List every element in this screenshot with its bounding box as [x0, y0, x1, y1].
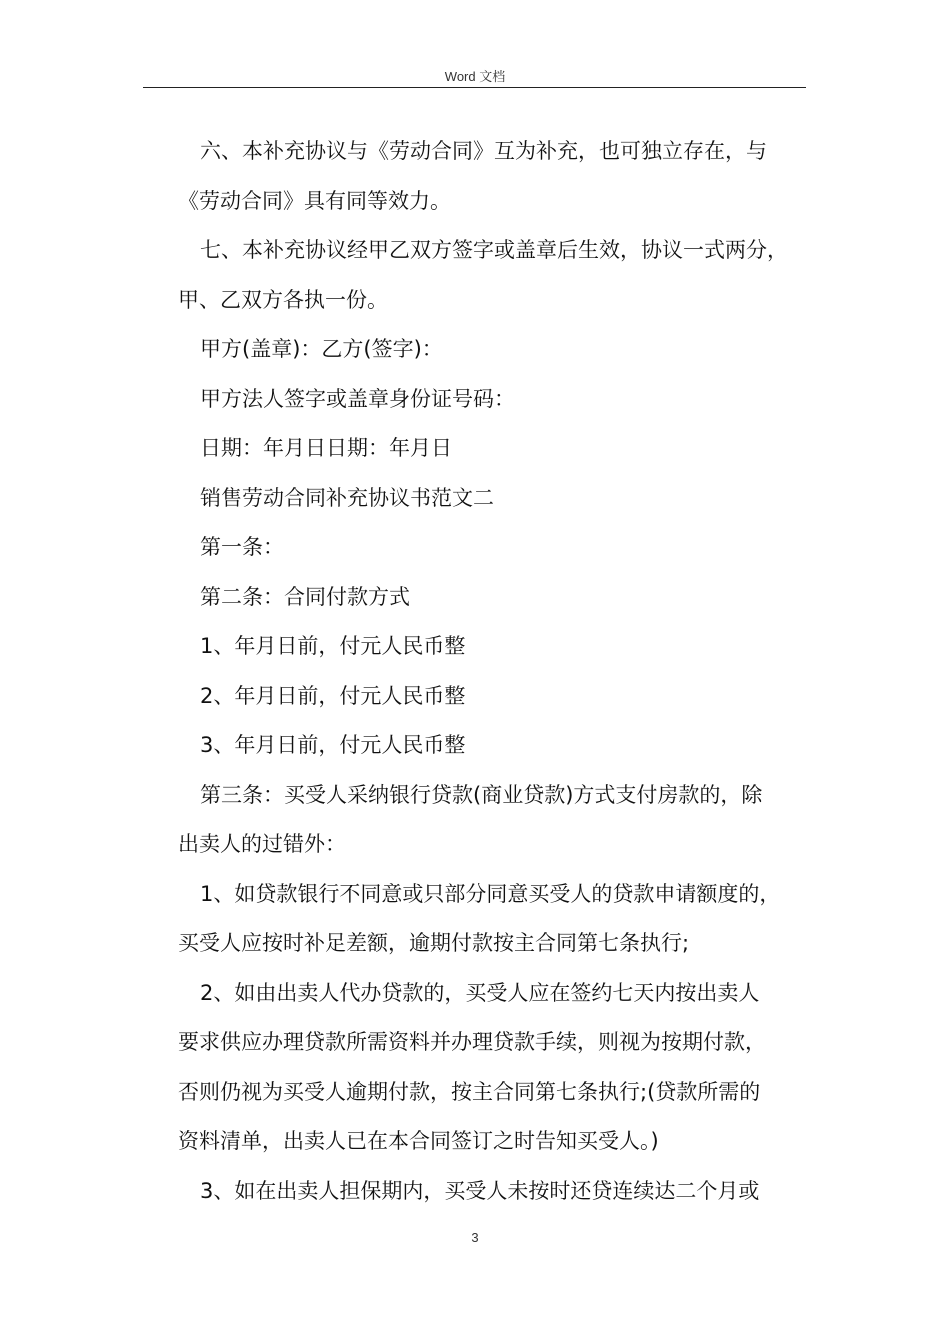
page-header: Word 文档: [444, 69, 506, 84]
paragraph-line: 要求供应办理贷款所需资料并办理贷款手续，则视为按期付款，: [178, 1030, 766, 1054]
paragraph-line: 3、如在出卖人担保期内，买受人未按时还贷连续达二个月或: [200, 1178, 760, 1203]
paragraph-line: 1、如贷款银行不同意或只部分同意买受人的贷款申请额度的，: [200, 881, 781, 906]
paragraph-line: 买受人应按时补足差额，逾期付款按主合同第七条执行;: [178, 931, 690, 955]
paragraph-line: 资料清单，出卖人已在本合同签订之时告知买受人。): [178, 1129, 659, 1153]
paragraph-line: 七、本补充协议经甲乙双方签字或盖章后生效，协议一式两分，: [200, 238, 788, 262]
paragraph-line: 甲、乙双方各执一份。: [178, 287, 388, 312]
paragraph-line: 日期：年月日日期：年月日: [200, 436, 452, 460]
paragraph-line: 第三条：买受人采纳银行贷款(商业贷款)方式支付房款的，除: [200, 782, 763, 807]
paragraph-line: 3、年月日前，付元人民币整: [200, 733, 466, 757]
paragraph-line: 1、年月日前，付元人民币整: [200, 634, 466, 658]
paragraph-line: 出卖人的过错外：: [178, 832, 346, 856]
paragraph-line: 2、如由出卖人代办贷款的，买受人应在签约七天内按出卖人: [200, 980, 760, 1005]
paragraph-line: 甲方法人签字或盖章身份证号码：: [200, 386, 515, 411]
paragraph-line: 六、本补充协议与《劳动合同》互为补充，也可独立存在，与: [200, 139, 767, 163]
paragraph-line: 甲方(盖章)：乙方(签字)：: [200, 337, 443, 361]
document-body: [178, 127, 814, 1216]
paragraph-line: 2、年月日前，付元人民币整: [200, 683, 466, 708]
page-number: 3: [471, 1230, 479, 1245]
paragraph-line: 否则仍视为买受人逾期付款，按主合同第七条执行;(贷款所需的: [178, 1079, 761, 1104]
paragraph-line: 《劳动合同》具有同等效力。: [178, 188, 451, 213]
paragraph-line: 销售劳动合同补充协议书范文二: [200, 485, 494, 510]
paragraph-line: 第二条：合同付款方式: [200, 584, 410, 609]
header-divider: [143, 87, 806, 88]
paragraph-line: 第一条：: [200, 535, 284, 559]
